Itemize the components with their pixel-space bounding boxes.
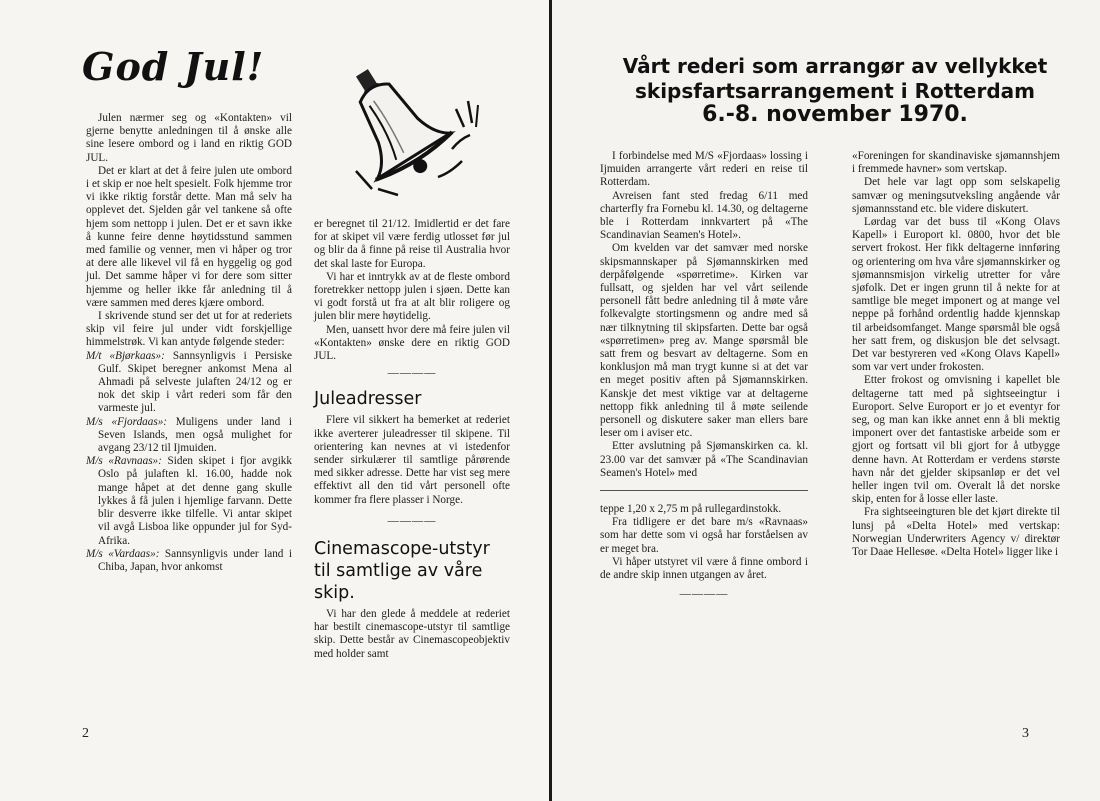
ship-text: Sannsynligvis i Persiske Gulf. Skipet beregner ankomst Mena al Ahmadi på selveste julaften 24/12 og er nok det skip i vårt rederi som får den varmeste jul. [98, 349, 292, 415]
juleadresser-heading: Juleadresser [314, 389, 422, 410]
ship-name: M/s «Vardaas»: [86, 547, 160, 560]
section-separator: ———— [387, 367, 437, 380]
right-column-2 [852, 150, 1060, 559]
paragraph: Fra tidligere er det bare m/s «Ravnaas» som har dette som vi også har forståelsen av er meget bra. [600, 516, 808, 555]
ship-text: Siden skipet i fjor avgikk Oslo på julaften kl. 16.00, hadde nok mange håpet at det denne gang skulle lykkes å få julen i hjemlige farvann. Dette blir desverre ikke tilfelle. Vi antar skipet vil avgå Lisboa like oppunder jul for Syd-Afrika. [98, 455, 292, 547]
rotterdam-headline [600, 54, 1070, 128]
paragraph: Julen nærmer seg og «Kontakten» vil gjerne benytte anledningen til å ønske alle sine lesere ombord og i land en riktig GOD JUL. [86, 112, 292, 164]
paragraph: er beregnet til 21/12. Imidlertid er det fare for at skipet vil være ferdig utlosset før jul og blir da å finne på reise til Australia hvor det skal laste for Europa. [314, 218, 510, 270]
paragraph: Lørdag var det buss til «Kong Olavs Kapell» i Europort kl. 0800, hvor det ble servert frokost. Her fikk deltagerne innføring og orientering om hva våre sjømannskirker og sjømannsmisjon virkelig utretter for våre sjøfolk. Det er ingen grunn til å nekte for at samtlige ble meget imponert og at mange vel neppe på forhånd ordentlig hadde kjennskap til arbeidsomfanget. Mange spørsmål ble også her satt frem, og diskusjon ble det selvsagt. Det var bestyreren ved «Kong Olavs Kapell» som var vert under frokosten. [852, 216, 1060, 374]
paragraph: Avreisen fant sted fredag 6/11 med charterfly fra Fornebu kl. 14.30, og deltagerne ble i Rotterdam innkvartert på «The Scandinavian Seamen's Hotel». [600, 189, 808, 242]
paragraph: Vi håper utstyret vil være å finne ombord i de andre skip innen utgangen av året. [600, 555, 808, 582]
left-column-1 [86, 112, 292, 574]
paragraph: Vi har et inntrykk av at de fleste ombord foretrekker nettopp julen i sjøen. Dette kan vi godt forstå ut fra at alt blir roligere og julen blir mere høytidelig. [314, 270, 510, 323]
paragraph: I forbindelse med M/S «Fjordaas» lossing i Ijmuiden arrangerte vårt rederi en reise til Rotterdam. [600, 150, 808, 189]
paragraph: Flere vil sikkert ha bemerket at rederiet ikke averterer juleadresser til skipene. Til orientering kan nevnes at vi istedenfor sender sirkulærer til samtlige pårørende med sikker adresse. Dette har vist seg mere effektivt all den tid vårt personell ofte kommer fra flere plasser i Norge. [314, 414, 510, 506]
ship-entry [86, 548, 292, 574]
christmas-bell-icon [332, 55, 502, 215]
paragraph: Men, uansett hvor dere må feire julen vil «Kontakten» ønske dere en riktig GOD JUL. [314, 323, 510, 363]
paragraph: Vi har den glede å meddele at rederiet har bestilt cinemascope-utstyr til samtlige skip. Dette består av Cinemascopeobjektiv med holder samt [314, 608, 510, 660]
christmas-greeting-title: God Jul! [82, 44, 265, 89]
ship-name: M/t «Bjørkaas»: [86, 349, 165, 362]
page-number-left: 2 [82, 726, 89, 741]
paragraph: Etter avslutning på Sjømanskirken ca. kl. 23.00 var det samvær på «The Scandinavian Seamen's Hotel» med [600, 440, 808, 479]
column-divider [600, 490, 808, 491]
section-separator: ———— [679, 588, 729, 601]
headline-date: 6.-8. november 1970. [702, 102, 968, 127]
paragraph: «Foreningen for skandinaviske sjømannshjem i fremmede havner» som vertskap. [852, 150, 1060, 176]
ship-entry [86, 455, 292, 547]
headline-line: skipsfartsarrangement i Rotterdam [635, 78, 1035, 103]
section-separator: ———— [387, 514, 437, 527]
page-number-right: 3 [1022, 726, 1029, 741]
paragraph: Det er klart at det å feire julen ute ombord i et skip er noe helt spesielt. Folk hjemme tror vi ikke riktig forstår dette. Man må selv ha opplevet det. Sjelden går vel tankene så ofte hjem som nettopp i julen. Det er et savn ikke å kunne feire denne høytidsstund sammen med familie og venner, men vi håper og tror at dere alle likevel vil få en hyggelig og god jul. Det samme håper vi for dere som sitter hjemme og heller ikke får anledning til å være sammen med deres kjære ombord. [86, 164, 292, 309]
cinemascope-heading: Cinemascope-utstyr til samtlige av våre skip. [314, 539, 490, 604]
paragraph: teppe 1,20 x 2,75 m på rullegardinstokk. [600, 503, 782, 516]
paragraph: Etter frokost og omvisning i kapellet ble deltagerne tatt med på sightseeingtur i Europort. Selve Europort er jo et eventyr for seg, og man kan ikke annet enn å bli mektig imponert over det fantastiske arbeide som er gjort og fortsatt vil bli gjort for å utbygge denne havn. At Rotterdam er verdens største havn når det gjelder skipsanløp er det vel heller ingen tvil om. Overalt lå det norske skip, enten for å losse eller laste. [852, 374, 1060, 506]
ship-entry [86, 416, 292, 456]
paragraph: I skrivende stund ser det ut for at rederiets skip vil feire jul under vidt forskjellige himmelstrøk. Vi kan antyde følgende steder: [86, 310, 292, 349]
ship-text: Sannsynligvis under land i Chiba, Japan, hvor ankomst [98, 547, 292, 573]
paragraph: Om kvelden var det samvær med norske skipsmannskaper på Sjømannskirken med derpåfølgende «spørretime». Kirken var fullsatt, og sjelden har vel vårt seilende personell fått bedre anledning til å møte våre folkevalgte stortingsmenn og andre med så nær tilknytning til skipsfarten. Dette bar også «spørretimen» preg av. Mange spørsmål ble satt frem og besvart av deltagerne. Som en konklusjon må man trygt kunne si at det var en meget positiv aften på Sjømannskirken. Kanskje det mest viktige var at deltagerne nettopp fikk anledning til å møte seilende personell og diskutere saker man ellers bare leser om i aviser etc. [600, 242, 808, 440]
headline-line: Vårt rederi som arrangør av vellykket [622, 54, 1048, 78]
ship-name: M/s «Fjordaas»: [86, 415, 168, 428]
right-column-1 [600, 150, 808, 602]
paragraph: Det hele var lagt opp som selskapelig samvær og meningsutveksling angående vår sjømannsstand etc. ble videre diskutert. [852, 176, 1060, 215]
left-column-2 [314, 218, 510, 661]
ship-text: Muligens under land i Seven Islands, men også mulighet for avgang 23/12 til Ijmuiden. [98, 415, 293, 455]
ship-entry [86, 350, 292, 416]
ship-name: M/s «Ravnaas»: [86, 455, 162, 468]
paragraph: Fra sightseeingturen ble det kjørt direkte til lunsj på «Delta Hotel» med vertskap: Norwegian Underwriters Agency v/ direktør Tor Daae Hellesøe. «Delta Hotel» ligger like i [852, 506, 1060, 559]
